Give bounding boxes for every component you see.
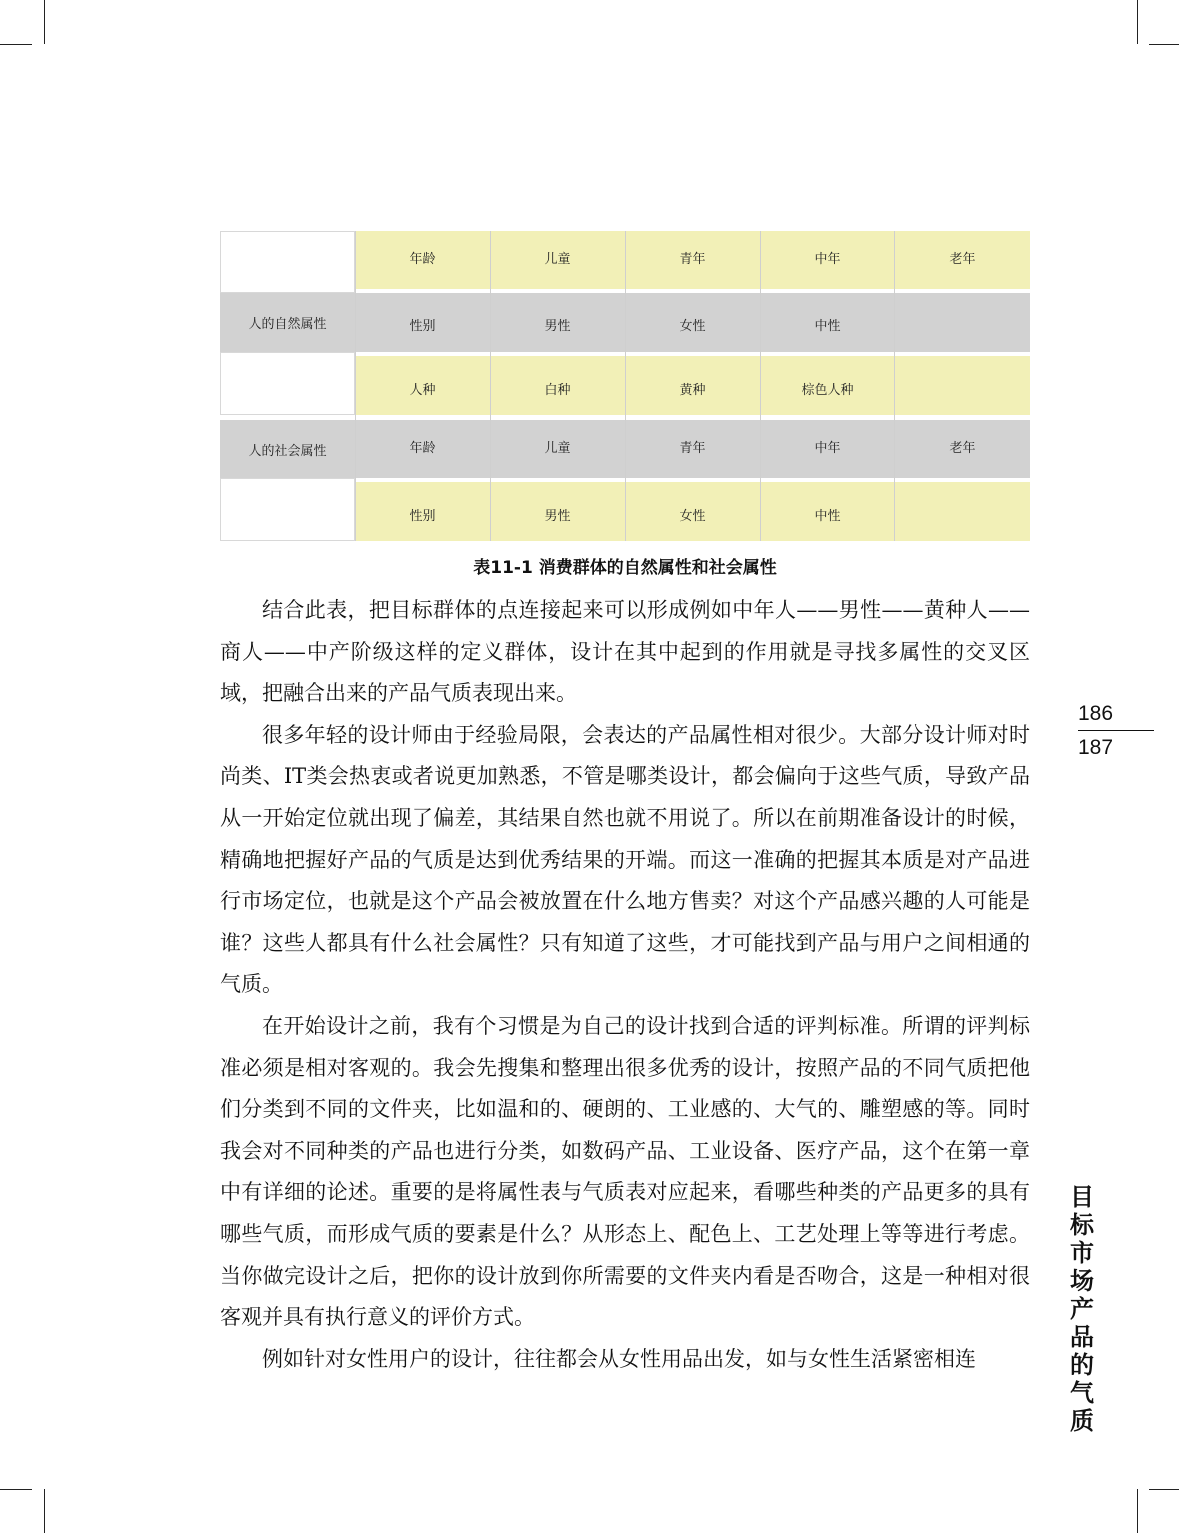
paragraph: 在开始设计之前，我有个习惯是为自己的设计找到合适的评判标准。所谓的评判标准必须是相对客观的。我会先搜集和整理出很多优秀的设计，按照产品的不同气质把他们分类到不同的文件夹，比如温和的、硬朗的、工业感的、大气的、雕塑感的等。同时我会对不同种类的产品也进行分类，如数码产品、工业设备、医疗产品，这个在第一章中有详细的论述。重要的是将属性表与气质表对应起来，看哪些种类的产品更多的具有哪些气质，而形成气质的要素是什么？从形态上、配色上、工艺处理上等等进行考虑。当你做完设计之后，把你的设计放到你所需要的文件夹内看是否吻合，这是一种相对很客观并具有执行意义的评价方式。 bbox=[220, 1013, 1030, 1330]
table-cell: 儿童 bbox=[544, 440, 571, 456]
chapter-title: 目标市场产品的气质 bbox=[1070, 1183, 1094, 1435]
table-cell: 女性 bbox=[679, 508, 706, 524]
table-cell: 性别 bbox=[409, 508, 436, 524]
page-number-divider bbox=[1078, 730, 1154, 731]
table-cell: 中性 bbox=[814, 508, 841, 524]
page-number-right: 187 bbox=[1078, 736, 1114, 759]
table-cell: 中年 bbox=[814, 251, 841, 267]
table-cell: 黄种 bbox=[679, 382, 706, 398]
page-numbers bbox=[1078, 700, 1154, 762]
table-caption: 表11-1 消费群体的自然属性和社会属性 bbox=[473, 558, 777, 578]
paragraph: 很多年轻的设计师由于经验局限，会表达的产品属性相对很少。大部分设计师对时尚类、IT类会热衷或者说更加熟悉，不管是哪类设计，都会偏向于这些气质，导致产品从一开始定位就出现了偏差，其结果自然也就不用说了。所以在前期准备设计的时候，精确地把握好产品的气质是达到优秀结果的开端。而这一准确的把握其本质是对产品进行市场定位，也就是这个产品会被放置在什么地方售卖？对这个产品感兴趣的人可能是谁？这些人都具有什么社会属性？只有知道了这些，才可能找到产品与用户之间相通的气质。 bbox=[220, 722, 1030, 997]
crop-mark bbox=[44, 1489, 45, 1533]
crop-mark bbox=[0, 44, 32, 45]
table-cell: 人种 bbox=[409, 382, 436, 398]
page-number-left: 186 bbox=[1078, 702, 1114, 725]
table-cell: 女性 bbox=[679, 318, 706, 334]
table-cell: 老年 bbox=[949, 440, 976, 456]
table-label-cell bbox=[220, 231, 355, 293]
table-label-cell bbox=[220, 478, 355, 541]
table-cell: 中年 bbox=[814, 440, 841, 456]
table-cell: 青年 bbox=[679, 440, 706, 456]
table-cell: 中性 bbox=[814, 318, 841, 334]
crop-mark bbox=[1149, 44, 1179, 45]
table-cell: 年龄 bbox=[409, 251, 436, 267]
table-cell: 青年 bbox=[679, 251, 706, 267]
table-cell: 儿童 bbox=[544, 251, 571, 267]
table-cell: 性别 bbox=[409, 318, 436, 334]
crop-mark bbox=[1149, 1489, 1179, 1490]
body-text bbox=[220, 590, 1030, 1380]
crop-mark bbox=[1137, 0, 1138, 44]
table-cell: 老年 bbox=[949, 251, 976, 267]
natural-attributes-label: 人的自然属性 bbox=[248, 317, 327, 332]
social-attributes-label: 人的社会属性 bbox=[248, 443, 327, 459]
crop-mark bbox=[1137, 1489, 1138, 1533]
table-cell: 年龄 bbox=[409, 440, 436, 456]
attribute-table bbox=[220, 231, 1030, 541]
crop-mark bbox=[44, 0, 45, 44]
table-cell: 白种 bbox=[544, 382, 571, 398]
table-cell: 男性 bbox=[544, 508, 571, 524]
table-label-cell bbox=[220, 420, 355, 478]
paragraph: 例如针对女性用户的设计，往往都会从女性用品出发，如与女性生活紧密相连 bbox=[262, 1346, 976, 1371]
crop-mark bbox=[0, 1489, 32, 1490]
table-cell: 男性 bbox=[544, 318, 571, 334]
paragraph: 结合此表，把目标群体的点连接起来可以形成例如中年人——男性——黄种人——商人——中产阶级这样的定义群体，设计在其中起到的作用就是寻找多属性的交叉区域，把融合出来的产品气质表现出来。 bbox=[220, 598, 1030, 706]
table-label-cell bbox=[220, 293, 355, 352]
table-cell: 棕色人种 bbox=[801, 382, 854, 398]
table-label-cell bbox=[220, 352, 355, 415]
